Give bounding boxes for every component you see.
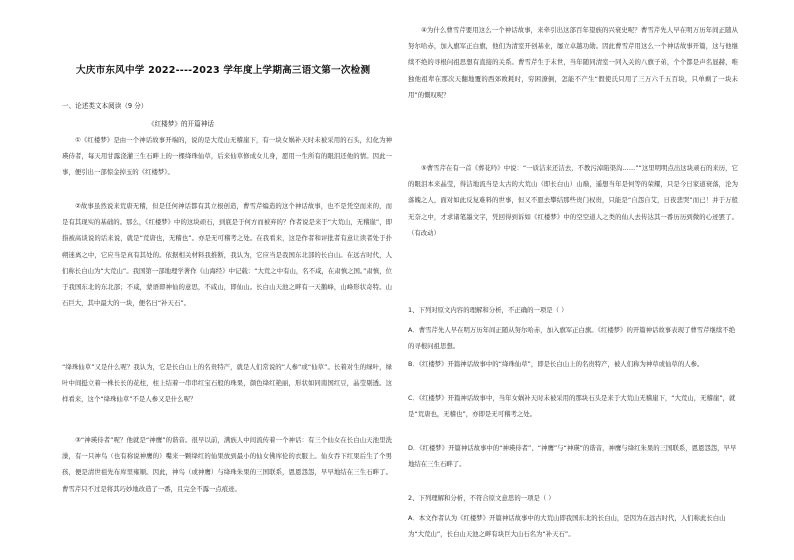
- question-1-option-b: B．《红楼梦》开篇神话故事中的“绛珠仙草”，即是长白山上的名贵特产，被人们称为神草或仙草的人参。: [408, 360, 704, 368]
- paragraph-2: [62, 198, 392, 311]
- paragraph-3: [62, 359, 392, 408]
- article-title: 《红楼梦》的开篇神话: [148, 120, 214, 128]
- paragraph-2-text: ②故事虽然说来荒唐无稽，但是任何神话都有其立根创造，曹雪芹编造的这个神话故事，也不是凭空而来的，而是有其现实的基础的。那么，《红楼梦》中的这块顽石，到底是于何方而被弃的？作者说是来于“大荒山，无稽崖”，即指被高谈说的话来说，就是“荒唐也，无稽也”。亦是无可稽考之处。在我看来，这是作者和评批者有意让读者处于扑朔迷离之中，它应当是真有其处的。依据相关材料我推断，我认为，它应当是我国东北部的长白山。在远古时代，人们称长白山为“大荒山”。我国第一部地理学著作《山海经》中记载：“大荒之中有山，名不咸，在肃慎之国。”肃慎，位于我国东北的东北部；不咸，蒙语即神仙的意思，不咸山，即仙山。长白山天池之畔有一天鹅峰，山峰形状奇特。山石巨大，其中最大的一块，便名曰“补天石”。: [62, 202, 392, 308]
- question-2: 2、下列理解和分析，不符合原文意思的一项是（ ）: [408, 494, 555, 502]
- question-1-option-a: A．曹雪芹先人早在明万历年间正随从努尔哈赤，加入旗军正白旗。《红楼梦》的开篇神话故事表现了曹雪芹继续不绝的寻根问祖思想。: [408, 326, 736, 351]
- paragraph-6: [408, 160, 738, 241]
- question-1-option-c: C．《红楼梦》开篇神话故事中，当年女娲补天时未被采用的那块石头是来于大荒山无稽崖下，“大荒山，无稽崖”，就是“荒唐也，无稽也”，亦即是无可稽考之处。: [408, 394, 736, 419]
- paragraph-6-text: ⑤曹雪芹在有一首《葬花吟》中说：“一质洁来还洁去，不教污淖陷渠沟……”“这里明明点出这块顽石的来历，它的眼泪本来晶莹，得洁地流当是太古的大荒山（即长白山）山巅，遥想当年是何等的荣耀，只是今日家道衰落，沦为落魄之人，面对如此反复难料的世事，但又不愿去攀结那些贵门权贵，只能是“自怨自艾，日夜悲哭”而已！并于万般无奈之中，才求诸笔墨文字，凭回得到诉如《红楼梦》中的空空道人之类的仙人去传达其一番历历到微的心迹罢了。（有改动）: [408, 164, 738, 237]
- question-2-option-a: A．本文作者认为《红楼梦》开篇神话故事中的大荒山即我国东北的长白山，是因为在远古时代，人们称此长白山为“大荒山”，长白山天池之畔有块巨大山石名为“补天石”。: [408, 514, 726, 539]
- section-heading: 一、论述类文本阅读（9 分）: [62, 102, 148, 110]
- right-column: [408, 0, 738, 560]
- question-1-option-d: D．《红楼梦》开篇神话故事中的“神瑛侍者”、“神鹰”与“神瑛”的谐音，神鹰与绛红朱果的三国联系，恩恩怨怨，早早地结在三生石畔了。: [408, 444, 737, 469]
- paragraph-1: [62, 132, 392, 181]
- paragraph-4-text: ③“神瑛侍者”呢？他就是“神鹰”的谐音。很早以前，满族人中间流传着一个神话：有三个仙女在长白山天池里洗澡，有一只神鸟（也有称说神鹰的）嘴来一颗绛红的仙果放到最小的仙女佛库伦的衣服上。仙女吞下红果后生了个男孩，便是清世祖先布库里雍顺。因此，神鸟（或神鹰）与绛珠朱果的三国联系，恩恩怨怨，早早地结在三生石畔了。曹雪芹只不过是将其巧妙地改造了一番，且完全不露一点痕迹。: [62, 436, 392, 493]
- paragraph-5: [408, 22, 738, 103]
- paragraph-5-text: ④为什么曹雪芹要用这么一个神话故事，来牵引出这部百年望族的兴衰史呢？曹雪芹先人早在明万历年间正随从努尔哈赤，加入旗军正白旗，他们为清室开创基业，屡立卓越功勋。因此曹雪芹用这么一个神话故事开篇，这与他继续不绝的寻根问祖思想有直接的关系。曹雪芹生于末世，当年随同清室一同入关的八旗子弟，个个都是声名显赫，唯独他祖辈在那次天翻地覆的西郊败耗时，穷困潦倒，怎能不产生“假使氏只用了三万六千五百块，只单剩了一块未用”的慨叹呢？: [408, 26, 738, 99]
- paragraph-4: [62, 432, 392, 497]
- exam-title: 大庆市东风中学 2022----2023 学年度上学期高三语文第一次检测: [76, 65, 371, 76]
- paragraph-3-text: “绛珠仙草”又是什么呢？我认为，它是长白山上的名贵特产，就是人们常说的“人参”或“仙草”。长着对生的绿叶，绿叶中间挺立着一株长长的花柱，柱上结着一串串红宝石般的珠果，颜色绛红艳丽，形状如同南国红豆，晶莹剔透。这样看来，这个“绛珠仙草”不是人参又是什么呢？: [62, 363, 392, 404]
- left-column: [62, 0, 392, 560]
- paragraph-1-text: ①《红楼梦》是由一个神话故事开端的，说的是大荒山无稽崖下，有一块女娲补天时未被采用的石头，幻化为神瑛侍者，每天用甘露浇灌三生石畔上的一棵绛珠仙草，后来仙草修成女儿身，愿用一生所有的眼泪还他的情。因此一事，便引出一部惊金掉玉的《红楼梦》。: [62, 136, 392, 177]
- question-1: 1、下列对原文内容的理解和分析，不正确的一项是（ ）: [408, 306, 568, 314]
